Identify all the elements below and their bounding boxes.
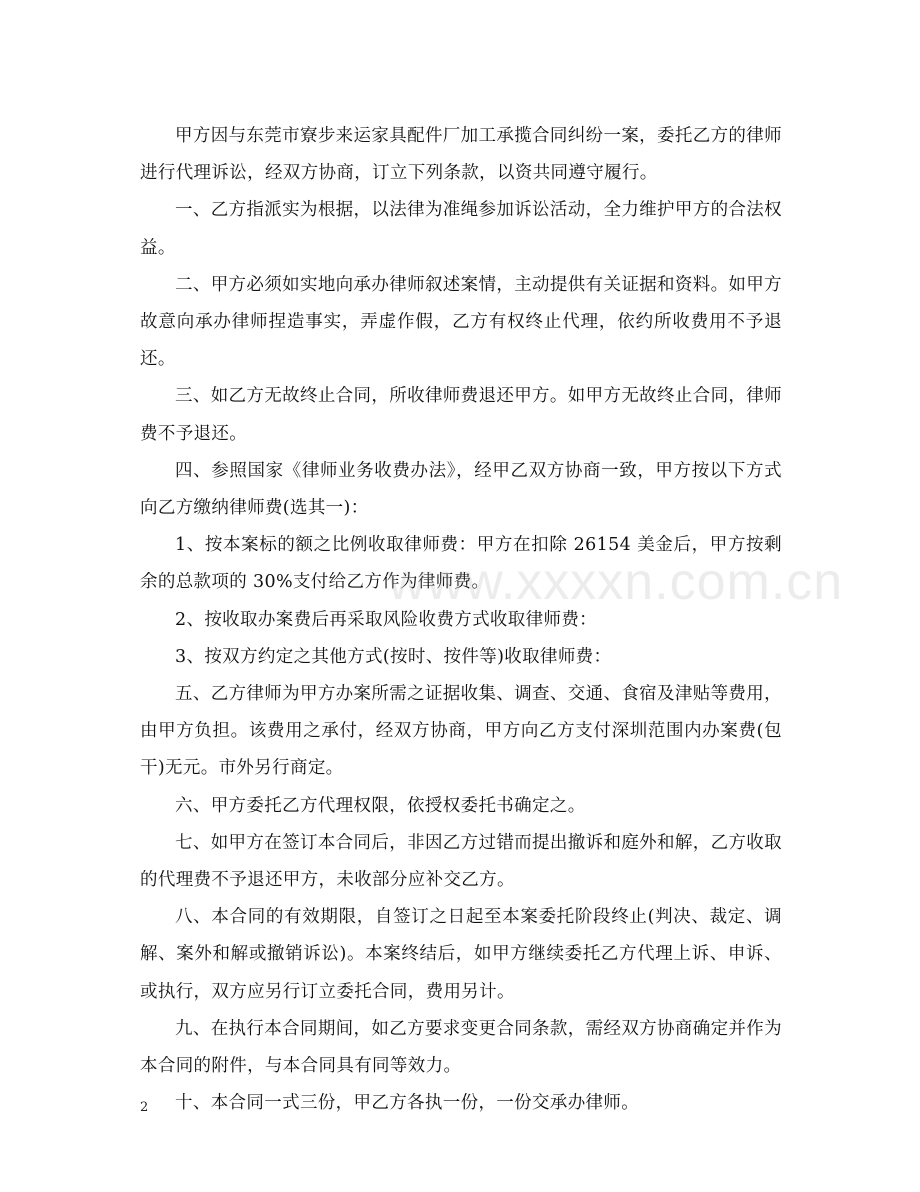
clause-4-option-1: 1、按本案标的额之比例收取律师费：甲方在扣除 26154 美金后，甲方按剩余的总款项的 30%支付给乙方作为律师费。 [140,535,782,593]
page-number: 2 [140,1100,149,1115]
intro-paragraph: 甲方因与东莞市寮步来运家具配件厂加工承揽合同纠纷一案，委托乙方的律师进行代理诉讼，经双方协商，订立下列条款，以资共同遵守履行。 [140,126,782,184]
clause-1: 一、乙方指派实为根据，以法律为准绳参加诉讼活动，全力维护甲方的合法权益。 [140,200,782,258]
clause-4-option-3: 3、按双方约定之其他方式(按时、按件等)收取律师费： [175,646,612,667]
clause-5: 五、乙方律师为甲方办案所需之证据收集、调查、交通、食宿及津贴等费用，由甲方负担。该费用之承付，经双方协商，甲方向乙方支付深圳范围内办案费(包干)无元。市外另行商定。 [140,684,782,779]
clause-9: 九、在执行本合同期间，如乙方要求变更合同条款，需经双方协商确定并作为本合同的附件，与本合同具有同等效力。 [140,1018,782,1077]
clause-3: 三、如乙方无故终止合同，所收律师费退还甲方。如甲方无故终止合同，律师费不予退还。 [140,386,782,444]
clause-6: 六、甲方委托乙方代理权限，依授权委托书确定之。 [175,795,586,816]
clause-2: 二、甲方必须如实地向承办律师叙述案情，主动提供有关证据和资料。如甲方故意向承办律师捏造事实，弄虚作假，乙方有权终止代理，依约所收费用不予退还。 [140,274,782,370]
clause-4: 四、参照国家《律师业务收费办法》，经甲乙双方协商一致，甲方按以下方式向乙方缴纳律师费(选其一)： [140,460,782,519]
clause-8: 八、本合同的有效期限，自签订之日起至本案委托阶段终止(判决、裁定、调解、案外和解或撤销诉讼)。本案终结后，如甲方继续委托乙方代理上诉、申诉、或执行，双方应另行订立委托合同，费用另计。 [140,907,782,1002]
contract-body [140,118,782,1122]
watermark: www.xxxxn.com.cn [388,553,844,611]
clause-7: 七、如甲方在签订本合同后，非因乙方过错而提出撤诉和庭外和解，乙方收取的代理费不予退还甲方，未收部分应补交乙方。 [140,832,782,891]
clause-4-option-2: 2、按收取办案费后再采取风险收费方式收取律师费： [175,609,598,630]
clause-10: 十、本合同一式三份，甲乙方各执一份，一份交承办律师。 [175,1093,640,1114]
